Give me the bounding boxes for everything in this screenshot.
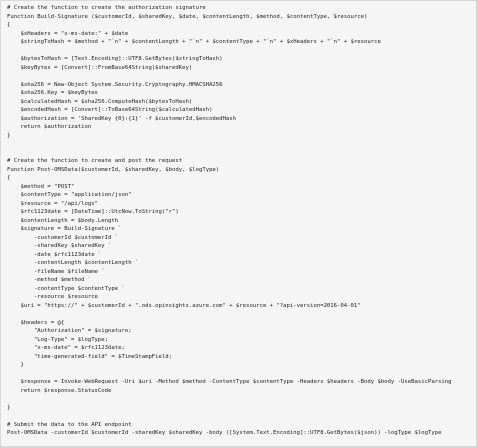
code-line: $keyBytes = [Convert]::FromBase64String($sharedKey) [7, 64, 193, 71]
code-line: -fileName $fileName ` [7, 268, 105, 275]
code-line: -customerId $customerId ` [7, 234, 119, 241]
code-line: { [7, 22, 11, 28]
code-line: -method $method ` [7, 277, 92, 283]
code-line: $method = "POST" [7, 183, 75, 190]
code-line: Function Build-Signature ($customerId, $sharedKey, $date, $contentLength, $method, $contentType, $resource) [7, 13, 368, 20]
code-line: $stringToHash = $method + "`n" + $contentLength + "`n" + $contentType + "`n" + $xHeaders + "`n" + $resource [7, 39, 381, 45]
code-line: "Authorization" = $signature; [7, 328, 132, 334]
code-line [7, 149, 476, 158]
code-line: # Create the function to create and post the request [7, 158, 183, 164]
code-line: return $authorization [7, 124, 92, 130]
code-line: $authorization = 'SharedKey {0}:{1}' -f $customerId,$encodedHash [7, 115, 237, 122]
code-line: { [7, 175, 11, 181]
code-line: return $response.StatusCode [7, 387, 112, 394]
code-line: "x-ms-date" = $rfc1123date; [7, 345, 125, 351]
code-line: } [7, 404, 11, 411]
code-line: $xHeaders = "x-ms-date:" + $date [7, 30, 129, 37]
code-line: # Submit the data to the API endpoint [7, 421, 132, 428]
code-line: $signature = Build-Signature ` [7, 226, 122, 232]
code-line: $encodedHash = [Convert]::ToBase64String($calculatedHash) [7, 107, 213, 113]
code-line: -resource $resource [7, 294, 98, 300]
code-line [7, 395, 476, 404]
code-line [7, 370, 476, 379]
code-line: Function Post-OMSData($customerId, $sharedKey, $body, $logType) [7, 166, 220, 173]
code-line: $resource = "/api/logs" [7, 200, 98, 207]
code-line: -sharedKey $sharedKey ` [7, 243, 112, 249]
code-line: -contentLength $contentLength ` [7, 260, 139, 266]
code-block[interactable] [1, 1, 476, 438]
code-line: $response = Invoke-WebRequest -Uri $uri -Method $method -ContentType $contentType -Headers $headers -Body $body -UseBasicParsing [7, 379, 452, 385]
code-line [7, 412, 476, 421]
code-line: $calculatedHash = $sha256.ComputeHash($bytesToHash) [7, 98, 193, 105]
code-line: $uri = "https://" + $customerId + ".ods.opinsights.azure.com" + $resource + "?api-version=2016-04-01" [7, 302, 361, 309]
code-line: -contentType $contentType ` [7, 285, 125, 292]
code-line: } [7, 132, 11, 139]
code-line: $rfc1123date = [DateTime]::UtcNow.ToString("r") [7, 209, 179, 215]
code-line: $headers = @{ [7, 319, 65, 326]
code-line: $sha256.Key = $keyBytes [7, 90, 98, 96]
code-line: "time-generated-field" = $TimeStampField; [7, 353, 173, 360]
code-line [7, 140, 476, 149]
code-line: -date $rfc1123date ` [7, 251, 102, 258]
code-line: # Create the function to create the authorization signature [7, 5, 206, 11]
code-line: $contentType = "application/json" [7, 192, 132, 198]
code-line [7, 72, 476, 81]
code-line: $contentLength = $body.Length [7, 217, 119, 224]
code-line [7, 47, 476, 56]
code-line: } [7, 362, 24, 368]
code-line: $sha256 = New-Object System.Security.Cryptography.HMACSHA256 [7, 81, 223, 88]
code-line: $bytesToHash = [Text.Encoding]::UTF8.GetBytes($stringToHash) [7, 56, 223, 62]
code-line: Post-OMSData -customerId $customerId -sharedKey $sharedKey -body ([System.Text.Encoding]::UTF8.GetBytes($json)) -logType $logType [7, 430, 442, 436]
code-line [7, 310, 476, 319]
code-line: "Log-Type" = $logType; [7, 336, 109, 343]
